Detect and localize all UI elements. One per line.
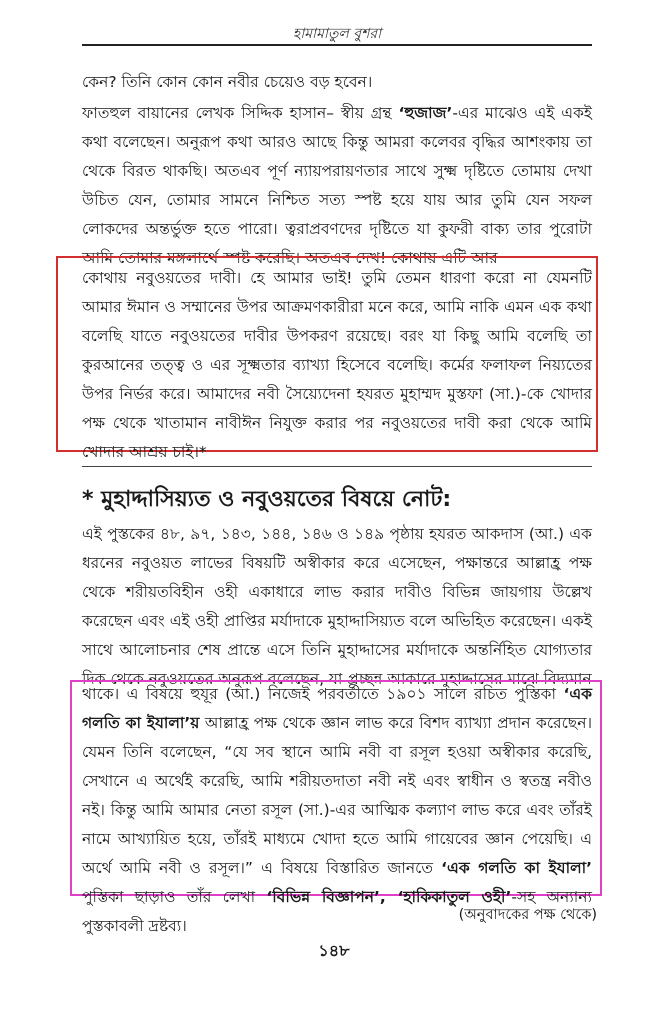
- paragraph-1: [82, 99, 592, 273]
- note-heading: * মুহাদ্দাসিয়্যত ও নবুওয়তের বিষয়ে নোট:: [82, 487, 452, 512]
- note-b-text-2: আল্লাহ্র পক্ষ থেকে জ্ঞান লাভ করে বিশদ ব্যাখ্যা প্রদান করেছেন। যেমন তিনি বলেছেন, “যে সব স্থানে আমি নবী বা রসূল হওয়া অস্বীকার করেছি, সেখানে এ অর্থেই করেছি, আমি শরীয়তদাতা নবী নই এবং স্বাধীন ও স্বতন্ত্র নবীও নই। কিন্তু আমি আমার নেতা রসূল (সা.)-এর আত্মিক কল্যাণ লাভ করে এবং তাঁরই নামে আখ্যায়িত হয়ে, তাঁরই মাধ্যমে খোদা হতে আমি গায়েবের জ্ঞান পেয়েছি। এ অর্থে আমি নবী ও রসূল।” এ বিষয়ে বিস্তারিত জানতে: [82, 714, 592, 877]
- paragraph-1-text-a: ফাতহুল বায়ানের লেখক সিদ্দিক হাসান– স্বীয় গ্রন্থ: [82, 104, 399, 122]
- book-title-ek-galti-1: ‘এক গলতি কা ইযালা’য়: [82, 685, 592, 732]
- translator-attribution: (অনুবাদকের পক্ষ থেকে): [458, 907, 597, 923]
- note-b-text-3: পুস্তিকা ছাড়াও তাঁর লেখা: [82, 888, 267, 906]
- book-title-hujaj: ‘হুজাজ’: [398, 104, 453, 122]
- note-b-text-1: থাকে। এ বিষয়ে হুযূর (আ.) নিজেই পরবর্তীতে ১৯০১ সালে রচিত পুস্তিকা: [82, 685, 564, 703]
- note-paragraph-b: [82, 680, 592, 941]
- note-b-text-4: -সহ অন্যান্য পুস্তকাবলী দ্রষ্টব্য।: [82, 888, 593, 935]
- note-paragraph-a: এই পুস্তকের ৪৮, ৯৭, ১৪৩, ১৪৪, ১৪৬ ও ১৪৯ পৃষ্ঠায় হযরত আকদাস (আ.) এক ধরনের নবুওয়ত লাভের বিষয়টি অস্বীকার করে এসেছেন, পক্ষান্তরে আল্লাহ্র পক্ষ থেকে শরীয়তবিহীন ওহী একাধারে লাভ করার দাবীও বিভিন্ন জায়গায় উল্লেখ করেছেন এবং এই ওহী প্রাপ্তির মর্যাদাকে মুহাদ্দাসিয়্যত বলে অভিহিত করেছেন। একই সাথে আলোচনার শেষ প্রান্তে এসে তিনি মুহাদ্দাসের মর্যাদাকে অন্তর্নিহিত যোগ্যতার দিক থেকে নবুওয়তের অনুরূপ বলেছেন, যা প্রচ্ছন্ন আকারে মুহাদ্দাসের মাঝে বিদ্যমান: [82, 525, 592, 688]
- paragraph-2: কোথায় নবুওয়তের দাবী। হে আমার ভাই! তুমি তেমন ধারণা করো না যেমনটি আমার ঈমান ও সম্মানের উপর আক্রমণকারীরা মনে করে, আমি নাকি এমন এক কথা বলেছি যাতে নবুওয়তের দাবীর উপকরণ রয়েছে। বরং যা কিছু আমি বলেছি তা কুরআনের তত্ত্ব ও এর সূক্ষ্মতার ব্যাখ্যা হিসেবে বলেছি। কর্মের ফলাফল নিয়্যতের উপর নির্ভর করে। আমাদের নবী সৈয়্যেদেনা হযরত মুহাম্মদ মুস্তফা (সা.)-কে খোদার পক্ষ থেকে খাতামান নাবীঈন নিযুক্ত করার পর নবুওয়তের দাবী করা থেকে আমি খোদার আশ্রয় চাই।*: [82, 269, 592, 461]
- header-title: হামামাতুল বুশরা: [292, 26, 382, 42]
- running-header: [82, 14, 592, 46]
- book-titles-other: ‘বিভিন্ন বিজ্ঞাপন’, ‘হাকিকাতুল ওহী’: [266, 888, 512, 906]
- footnote-divider: [82, 466, 592, 467]
- paragraph-1-text-b: -এর মাঝেও এই একই কথা বলেছেন। অনুরূপ কথা আরও আছে কিন্তু আমরা কলেবর বৃদ্ধির আশংকায় তা থেকে বিরত থাকছি। অতএব পূর্ণ ন্যায়পরায়ণতার সাথে সুক্ষ্ম দৃষ্টিতে তোমায় দেখা উচিত যেন, তোমার সামনে নিশ্চিত সত্য স্পষ্ট হয়ে যায় আর তুমি যেন সফল লোকদের অন্তর্ভুক্ত হতে পারো। ত্বরাপ্রবণদের দৃষ্টিতে যা কুফরী বাক্য তার পুরোটা আমি তোমার মঙ্গলার্থে স্পষ্ট করেছি। অতএব দেখ! কোথায় এটি আর: [82, 104, 592, 267]
- page-number: ১৪৮: [318, 941, 350, 960]
- book-title-ek-galti-2: ‘এক গলতি কা ইযালা’: [441, 859, 592, 877]
- opening-line: কেন? তিনি কোন কোন নবীর চেয়েও বড় হবেন।: [82, 73, 373, 91]
